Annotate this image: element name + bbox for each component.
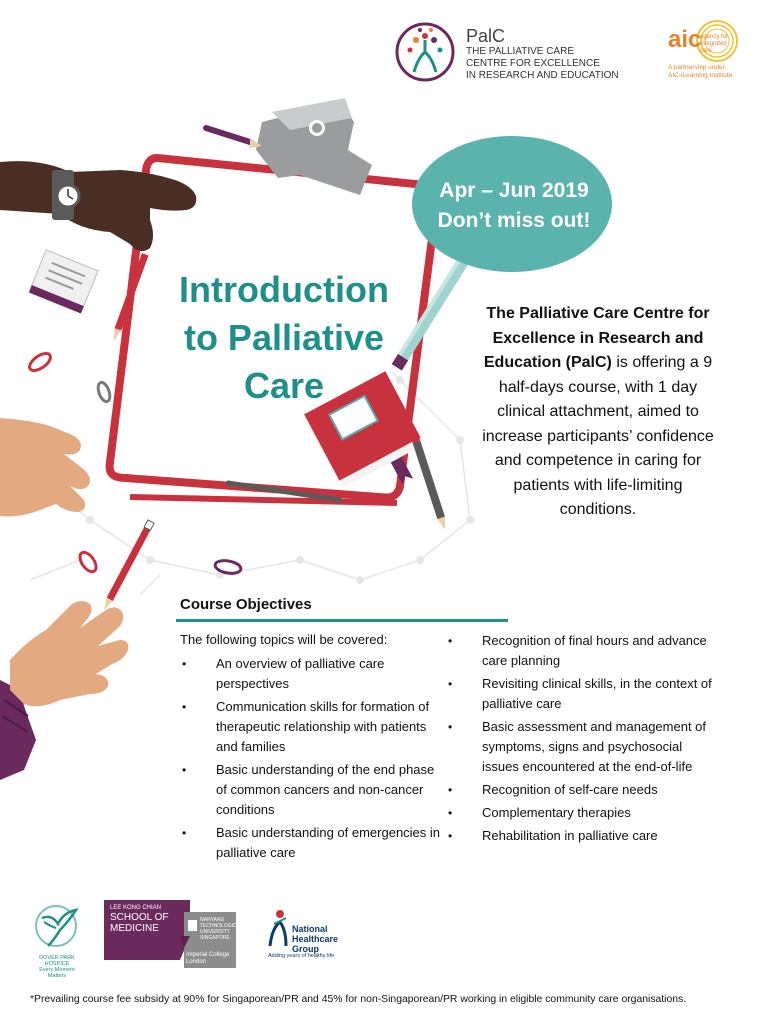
- nhg-logo: [266, 908, 292, 948]
- list-item: • Complementary therapies: [482, 803, 718, 823]
- nhg-tagline: Adding years of healthy life: [268, 953, 335, 959]
- aic-partner-note: [668, 64, 748, 80]
- list-item: • Communication skills for formation of therapeutic relationship with patients and families: [216, 697, 444, 757]
- title-line2: to Palliative: [183, 317, 385, 358]
- list-item: • An overview of palliative care perspectives: [216, 654, 444, 694]
- nhg-line3: Group: [292, 944, 319, 954]
- objectives-heading: Course Objectives: [180, 596, 312, 613]
- lkc-line1: SCHOOL OF: [110, 912, 169, 923]
- lkc-line2: MEDICINE: [110, 923, 159, 934]
- palc-line1: THE PALLIATIVE CARE: [466, 46, 574, 57]
- dover-park-title: DOVER PARK HOSPICE: [39, 955, 75, 967]
- palc-name: PalC: [466, 26, 506, 46]
- list-item: • Rehabilitation in palliative care: [482, 826, 718, 846]
- title-line1: Introduction: [179, 269, 389, 310]
- objectives-list-left: [216, 654, 444, 866]
- description-body: is offering a 9 half-days course, with 1 day clinical attachment, aimed to increase participants’ confidence and competence in caring for patients with life-limiting conditions.: [482, 354, 714, 518]
- subsidy-footnote: *Prevailing course fee subsidy at 90% for Singaporean/PR and 45% for non-Singaporean/PR working in eligible community care organisations.: [30, 994, 687, 1005]
- aic-subtitle: agency for integrated care: [700, 34, 729, 54]
- dover-park-tagline: Every Moment Matters: [39, 967, 75, 979]
- dover-park-name: [32, 955, 82, 979]
- list-item: • Revisiting clinical skills, in the context of palliative care: [482, 674, 718, 714]
- course-description: [480, 302, 716, 523]
- list-item: • Recognition of self-care needs: [482, 780, 718, 800]
- palc-wordmark: [466, 26, 636, 82]
- imperial-line2: London: [186, 959, 207, 965]
- objectives-divider: [176, 619, 508, 622]
- aic-partner-line2: AIC-iLearning Institute: [668, 72, 733, 79]
- aic-partner-line1: A partnership under: [668, 64, 725, 71]
- objectives-intro: The following topics will be covered:: [180, 632, 388, 647]
- imperial-line1: Imperial College: [186, 952, 230, 958]
- palc-line3: IN RESEARCH AND EDUCATION: [466, 70, 619, 81]
- bubble-cta: Don’t miss out!: [437, 209, 591, 232]
- nhg-name: [292, 924, 342, 954]
- bubble-dates: Apr – Jun 2019: [439, 179, 589, 202]
- title-line3: Care: [243, 365, 325, 406]
- nhg-line1: National: [292, 924, 328, 934]
- objectives-list-right: [482, 631, 718, 849]
- palc-line2: CENTRE FOR EXCELLENCE: [466, 58, 600, 69]
- aic-logo-text: aic: [668, 26, 702, 53]
- dover-park-hospice-logo: [30, 900, 84, 954]
- nhg-line2: Healthcare: [292, 934, 339, 944]
- list-item: • Basic understanding of emergencies in palliative care: [216, 823, 444, 863]
- course-title: [160, 266, 408, 410]
- description-org: The Palliative Care Centre for Excellence in Research and Education (PalC): [483, 305, 710, 371]
- promo-bubble: [424, 176, 604, 236]
- ntu-name: NANYANG TECHNOLOGICAL UNIVERSITY SINGAPORE: [200, 917, 243, 941]
- lkc-name: LEE KONG CHIAN: [110, 905, 162, 911]
- palc-logo: [394, 22, 458, 82]
- list-item: • Basic understanding of the end phase of common cancers and non-cancer conditions: [216, 760, 444, 820]
- lkc-school: [110, 912, 190, 934]
- list-item: • Basic assessment and management of symptoms, signs and psychosocial issues encountered at the end-of-life: [482, 717, 718, 777]
- list-item: • Recognition of final hours and advance care planning: [482, 631, 718, 671]
- imperial-college-name: [186, 952, 234, 966]
